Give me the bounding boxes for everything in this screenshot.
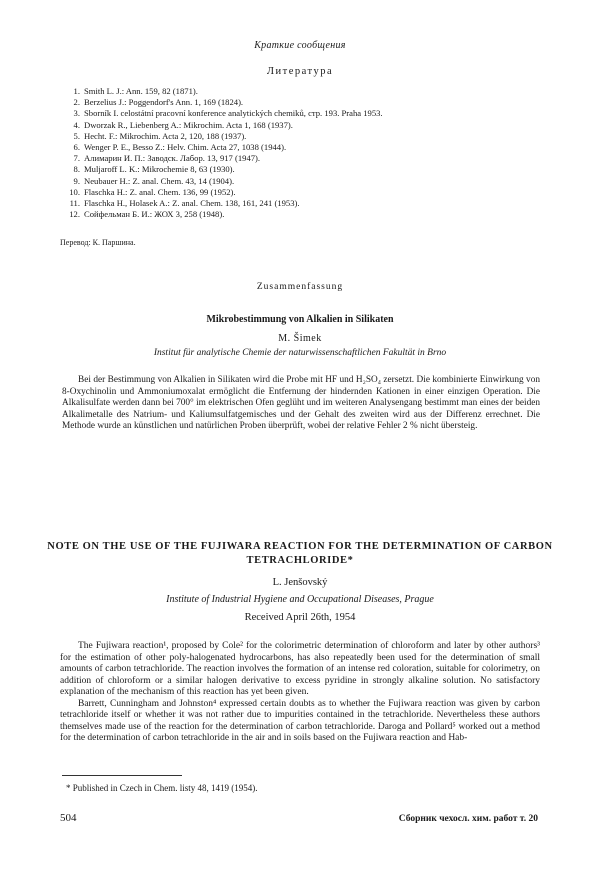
article-body	[60, 641, 540, 745]
reference-text: Flaschka H., Holasek A.: Z. anal. Chem. 138, 161, 241 (1953).	[84, 198, 300, 209]
reference-number: 12.	[69, 209, 80, 220]
reference-text: Сойфельман Б. И.: ЖОХ 3, 258 (1948).	[84, 209, 225, 220]
page-number: 504	[60, 812, 77, 824]
reference-item	[62, 209, 532, 220]
reference-list	[62, 86, 532, 220]
reference-item	[62, 198, 532, 209]
reference-item	[62, 97, 532, 108]
reference-number: 9.	[73, 175, 80, 186]
reference-number: 10.	[69, 186, 80, 197]
reference-text: Sborník I. celostátní pracovní konference analytických chemiků, стр. 193. Praha 1953.	[84, 108, 383, 119]
reference-number: 1.	[73, 86, 80, 96]
reference-item	[62, 120, 532, 131]
article-title: NOTE ON THE USE OF THE FUJIWARA REACTION FOR THE DETERMINATION OF CARBON TETRACHLORIDE*	[47, 541, 553, 566]
reference-item	[62, 153, 532, 164]
reference-item	[62, 86, 532, 97]
article-institute: Institute of Industrial Hygiene and Occupational Diseases, Prague	[166, 594, 434, 605]
reference-text: Wenger P. E., Besso Z.: Helv. Chim. Acta 27, 1038 (1944).	[84, 142, 287, 153]
footnote-rule	[62, 775, 182, 776]
references-heading: Литература	[266, 66, 334, 77]
reference-item	[62, 164, 532, 175]
reference-text: Алимарин И. П.: Заводск. Лабор. 13, 917 (1947).	[84, 153, 261, 164]
journal-name: Сборник чехосл. хим. работ т. 20	[398, 814, 538, 824]
reference-number: 5.	[73, 130, 80, 141]
reference-item	[62, 176, 532, 187]
reference-text: Berzelius J.: Poggendorf's Ann. 1, 169 (1824).	[84, 97, 244, 108]
reference-number: 8.	[73, 164, 80, 175]
reference-number: 2.	[73, 97, 80, 108]
reference-text: Dworzak R., Liebenberg A.: Mikrochim. Acta 1, 168 (1937).	[84, 119, 293, 130]
reference-number: 4.	[73, 119, 80, 130]
reference-number: 11.	[69, 198, 80, 209]
running-header: Краткие сообщения	[254, 40, 346, 51]
summary-heading: Zusammenfassung	[256, 282, 344, 292]
reference-text: Smith L. J.: Ann. 159, 82 (1871).	[84, 86, 198, 96]
reference-number: 6.	[73, 142, 80, 153]
translator-credit: Перевод: К. Паршина.	[60, 238, 136, 247]
article-paragraph: Barrett, Cunningham and Johnston⁴ expressed certain doubts as to whether the Fujiwara reaction was given by carbon tetrachloride itself or whether it was not rather due to impurities contained in the tetrachloride. Nevertheless these authors themselves made use of the reaction for the determination of carbon tetrachloride. Daroga and Pollard⁵ worked out a method for the determination of carbon tetrachloride in the air and in soils based on the Fujiwara reaction and Hab-	[60, 698, 540, 743]
reference-text: Hecht. F.: Mikrochim. Acta 2, 120, 188 (1937).	[84, 130, 247, 141]
reference-item	[62, 142, 532, 153]
reference-text: Flaschka H.: Z. anal. Chem. 136, 99 (1952).	[84, 186, 236, 197]
reference-item	[62, 131, 532, 142]
reference-item	[62, 187, 532, 198]
article-author: L. Jenšovský	[272, 577, 328, 588]
reference-text: Muljaroff L. K.: Mikrochemie 8, 63 (1930).	[84, 164, 235, 175]
reference-text: Neubauer H.: Z. anal. Chem. 43, 14 (1904).	[84, 175, 235, 186]
reference-number: 7.	[73, 153, 80, 164]
reference-number: 3.	[73, 108, 80, 119]
received-date: Received April 26th, 1954	[244, 612, 356, 623]
summary-institute: Institut für analytische Chemie der naturwissenschaftlichen Fakultät in Brno	[153, 348, 447, 358]
reference-item	[62, 108, 532, 119]
summary-title: Mikrobestimmung von Alkalien in Silikaten	[206, 314, 394, 325]
footnote: * Published in Czech in Chem. listy 48, 1419 (1954).	[66, 783, 258, 793]
summary-author: M. Šimek	[278, 333, 322, 344]
summary-body: Bei der Bestimmung von Alkalien in Silikaten wird die Probe mit HF und H₂SO₄ zersetzt. Die kombinierte Einwirkung von 8-Oxychinolin und Ammoniumoxalat ermöglicht die Entfernung der hindernden Kationen in einer einzigen Operation. Die Alkalisulfate werden dann bei 700° im elektrischen Ofen geglüht und im weiteren Analysengang bestimmt man eines der beiden Alkalimetalle des Natrium- und Kaliumsulfatgemisches und der Gehalt des zweiten wird aus der Differenz errechnet. Die Methode wurde an künstlichen und natürlichen Proben überprüft, wobei der relative Fehler 2 % nicht übersteig.	[62, 375, 540, 432]
article-paragraph: The Fujiwara reaction¹, proposed by Cole² for the colorimetric determination of chloroform and later by other authors³ for the estimation of other poly-halogenated hydrocarbons, has also repeatedly been used for the determination of small amounts of carbon tetrachloride. The reaction involves the formation of an intense red coloration, suitable for colorimetry, on addition of chloroform or a similar halogen derivative to excess pyridine in strongly alkaline solution. No satisfactory explanation of the mechanism of this reaction has yet been given.	[60, 641, 540, 697]
